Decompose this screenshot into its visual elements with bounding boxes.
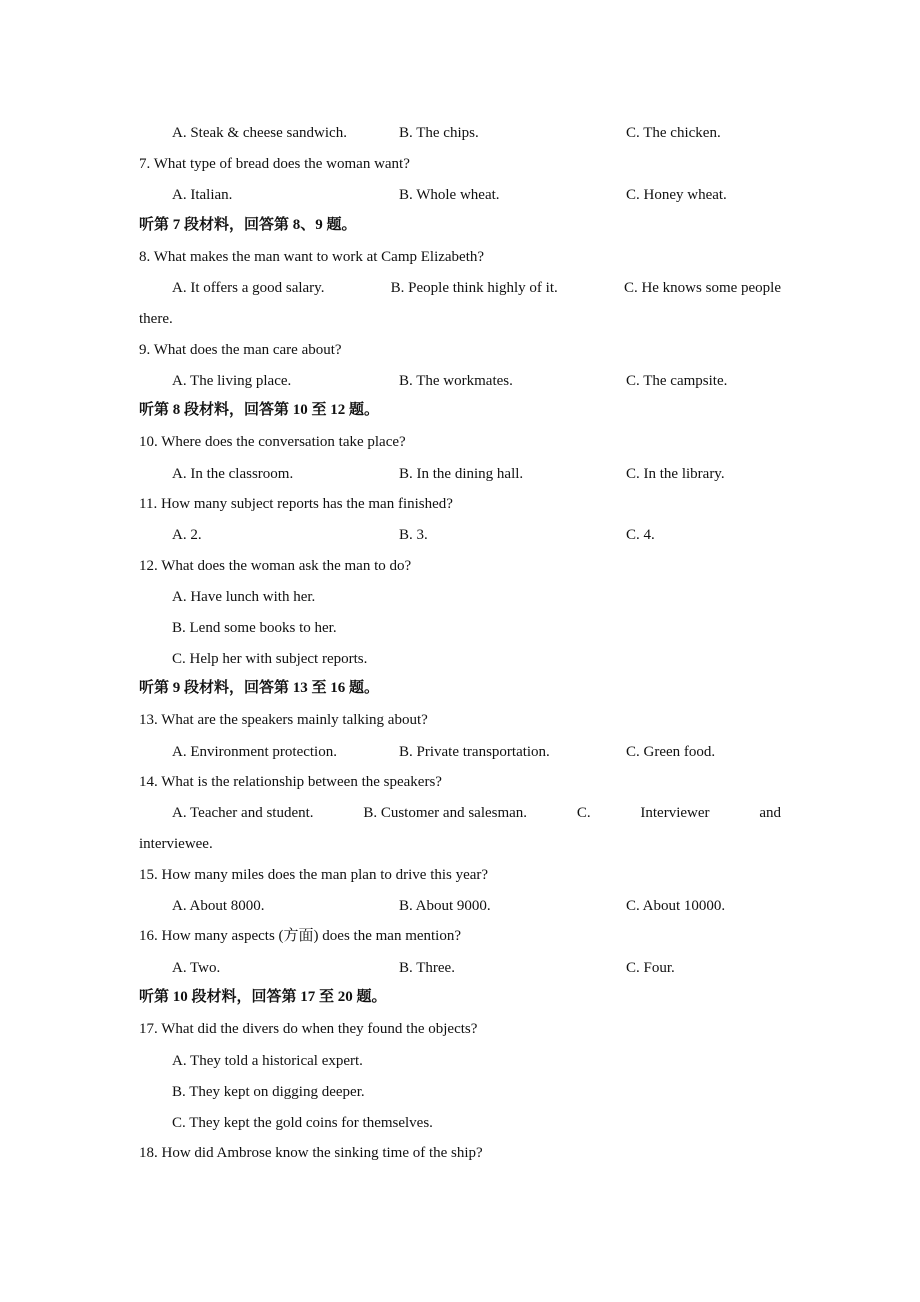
q6-option-c: C. The chicken.	[626, 125, 721, 141]
q15-option-c: C. About 10000.	[626, 898, 726, 914]
question-16: 16. How many aspects (方面) does the man mention?	[139, 928, 462, 944]
q7-option-b: B. Whole wheat.	[399, 187, 500, 203]
q8-option-b: B. People think highly of it.	[390, 280, 558, 296]
q16-option-c: C. Four.	[626, 960, 675, 976]
q14-option-b: B. Customer and salesman.	[363, 805, 528, 821]
q11-option-a: A. 2.	[172, 527, 202, 543]
q12-option-c: C. Help her with subject reports.	[172, 651, 368, 667]
q14-option-c-word1: Interviewer	[640, 805, 710, 821]
q9-option-c: C. The campsite.	[626, 373, 728, 389]
question-17: 17. What did the divers do when they found the objects?	[139, 1021, 478, 1037]
q15-option-a: A. About 8000.	[172, 898, 265, 914]
question-8: 8. What makes the man want to work at Camp Elizabeth?	[139, 249, 485, 265]
question-15: 15. How many miles does the man plan to drive this year?	[139, 867, 489, 883]
q16-option-a: A. Two.	[172, 960, 221, 976]
q13-option-c: C. Green food.	[626, 744, 716, 760]
q8-option-c-wrap: there.	[139, 311, 173, 327]
q10-option-b: B. In the dining hall.	[399, 466, 524, 482]
q16-option-b: B. Three.	[399, 960, 455, 976]
q7-option-c: C. Honey wheat.	[626, 187, 727, 203]
question-7: 7. What type of bread does the woman want?	[139, 156, 410, 172]
q10-option-a: A. In the classroom.	[172, 466, 294, 482]
q14-options	[172, 803, 781, 823]
question-14: 14. What is the relationship between the speakers?	[139, 774, 442, 790]
q8-option-a: A. It offers a good salary.	[172, 280, 325, 296]
q13-option-a: A. Environment protection.	[172, 744, 337, 760]
section-heading-7: 听第 7 段材料，回答第 8、9 题。	[139, 217, 357, 233]
section-heading-8: 听第 8 段材料，回答第 10 至 12 题。	[139, 402, 380, 418]
q14-option-a: A. Teacher and student.	[172, 805, 314, 821]
q17-option-a: A. They told a historical expert.	[172, 1053, 363, 1069]
question-13: 13. What are the speakers mainly talking about?	[139, 712, 428, 728]
question-11: 11. How many subject reports has the man finished?	[139, 496, 453, 512]
q8-option-c: C. He knows some people	[623, 280, 781, 296]
q6-option-a: A. Steak & cheese sandwich.	[172, 125, 347, 141]
q9-option-b: B. The workmates.	[399, 373, 513, 389]
q10-option-c: C. In the library.	[626, 466, 725, 482]
question-9: 9. What does the man care about?	[139, 342, 342, 358]
question-10: 10. Where does the conversation take place?	[139, 434, 406, 450]
q8-options	[172, 278, 781, 298]
section-heading-10: 听第 10 段材料，回答第 17 至 20 题。	[139, 989, 387, 1005]
q14-option-c-word2: and	[759, 805, 781, 821]
question-18: 18. How did Ambrose know the sinking time of the ship?	[139, 1145, 483, 1161]
section-heading-9: 听第 9 段材料，回答第 13 至 16 题。	[139, 680, 380, 696]
q13-option-b: B. Private transportation.	[399, 744, 550, 760]
question-12: 12. What does the woman ask the man to do?	[139, 558, 412, 574]
q17-option-b: B. They kept on digging deeper.	[172, 1084, 365, 1100]
q11-option-c: C. 4.	[626, 527, 655, 543]
q14-option-c-label: C.	[576, 805, 591, 821]
q6-option-b: B. The chips.	[399, 125, 479, 141]
q12-option-b: B. Lend some books to her.	[172, 620, 337, 636]
q11-option-b: B. 3.	[399, 527, 428, 543]
q14-option-c-wrap: interviewee.	[139, 836, 213, 852]
q12-option-a: A. Have lunch with her.	[172, 589, 316, 605]
q17-option-c: C. They kept the gold coins for themselves.	[172, 1115, 433, 1131]
q15-option-b: B. About 9000.	[399, 898, 491, 914]
q7-option-a: A. Italian.	[172, 187, 233, 203]
q9-option-a: A. The living place.	[172, 373, 292, 389]
